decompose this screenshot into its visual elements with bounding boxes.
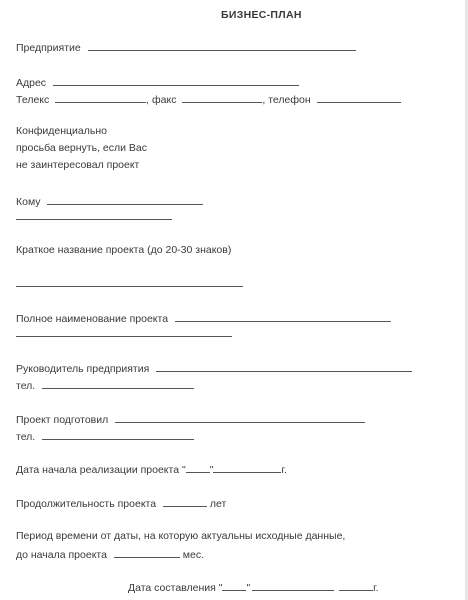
form-title: БИЗНЕС-ПЛАН [221,9,302,21]
confidential-line-3: не заинтересовал проект [16,159,140,171]
compiled-date-row [128,580,379,595]
period-unit: мес. [182,549,205,561]
full-name-label: Полное наименование проекта [16,313,169,325]
start-date-year-suffix: г. [281,464,287,476]
contacts-row [16,92,401,107]
address-label: Адрес [16,77,47,89]
compiled-date-label: Дата составления " [128,582,223,594]
prepared-field[interactable] [115,412,365,423]
period-field[interactable] [114,547,180,558]
compiled-day-field[interactable] [222,580,246,591]
head-tel-label: тел. [16,380,36,392]
duration-row [16,496,226,511]
enterprise-row [16,40,356,55]
start-date-day-field[interactable] [186,462,210,473]
full-name-field-line-2[interactable] [16,336,232,337]
period-row [16,547,204,562]
start-date-quote: " [209,464,214,476]
start-date-month-field[interactable] [213,462,281,473]
duration-field[interactable] [163,496,207,507]
compiled-month-field[interactable] [252,580,334,591]
address-row [16,75,299,90]
fax-field[interactable] [182,92,262,103]
phone-label: , телефон [262,94,311,106]
phone-field[interactable] [317,92,401,103]
telex-field[interactable] [55,92,146,103]
to-label: Кому [16,196,41,208]
duration-unit: лет [209,498,227,510]
confidential-line-1: Конфиденциально [16,125,107,137]
address-field[interactable] [53,75,299,86]
period-line-1: Период времени от даты, на которую актуальны исходные данные, [16,530,346,542]
prepared-label: Проект подготовил [16,414,109,426]
prepared-tel-field[interactable] [42,429,194,440]
telex-label: Телекс [16,94,50,106]
compiled-year-field[interactable] [339,580,373,591]
to-row [16,194,203,209]
head-tel-row [16,378,194,393]
short-name-field[interactable] [16,286,243,287]
enterprise-field[interactable] [88,40,356,51]
start-date-label: Дата начала реализации проекта " [16,464,186,476]
period-label: до начала проекта [16,549,107,561]
to-field-line-2[interactable] [16,219,172,220]
prepared-tel-label: тел. [16,431,36,443]
head-field[interactable] [156,361,412,372]
confidential-line-2: просьба вернуть, если Вас [16,142,148,154]
short-name-label: Краткое название проекта (до 20-30 знаков) [16,244,232,256]
head-tel-field[interactable] [42,378,194,389]
full-name-field[interactable] [175,311,391,322]
fax-label: , факс [146,94,177,106]
compiled-year-suffix: г. [373,582,379,594]
duration-label: Продолжительность проекта [16,498,157,510]
head-label: Руководитель предприятия [16,363,150,375]
to-field[interactable] [47,194,203,205]
start-date-row [16,462,287,477]
head-row [16,361,412,376]
compiled-date-quote: " [246,582,251,594]
full-name-row [16,311,391,326]
prepared-row [16,412,365,427]
enterprise-label: Предприятие [16,42,81,54]
prepared-tel-row [16,429,194,444]
